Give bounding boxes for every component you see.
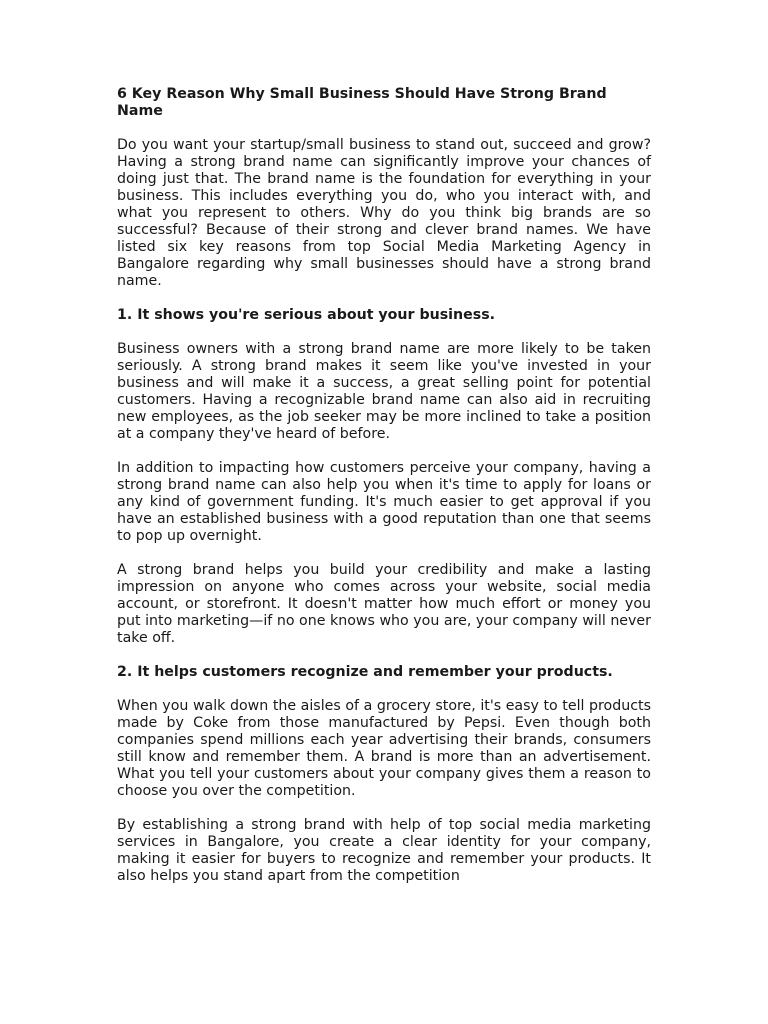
section-1-paragraph-1: Business owners with a strong brand name are more likely to be taken seriously. A strong brand makes it seem like you've invested in your business and will make it a success, a great selling point for potential customers. Having a recognizable brand name can also aid in recruiting new employees, as the job seeker may be more inclined to take a position at a company they've heard of before. xyxy=(117,341,651,442)
section-2-paragraph-1: When you walk down the aisles of a grocery store, it's easy to tell products made by Coke from those manufactured by Pepsi. Even though both companies spend millions each year advertising their brands, consumers still know and remember them. A brand is more than an advertisement. What you tell your customers about your company gives them a reason to choose you over the competition. xyxy=(117,698,651,799)
section-2-paragraph-2: By establishing a strong brand with help of top social media marketing services in Bangalore, you create a clear identity for your company, making it easier for buyers to recognize and remember your products. It also helps you stand apart from the competition xyxy=(117,817,651,884)
section-1-paragraph-3: A strong brand helps you build your credibility and make a lasting impression on anyone who comes across your website, social media account, or storefront. It doesn't matter how much effort or money you put into marketing—if no one knows who you are, your company will never take off. xyxy=(117,562,651,646)
section-1-paragraph-2: In addition to impacting how customers perceive your company, having a strong brand name can also help you when it's time to apply for loans or any kind of government funding. It's much easier to get approval if you have an established business with a good reputation than one that seems to pop up overnight. xyxy=(117,460,651,544)
document-title: 6 Key Reason Why Small Business Should Have Strong Brand Name xyxy=(117,86,607,119)
section-1-heading: 1. It shows you're serious about your business. xyxy=(117,307,496,323)
document-page xyxy=(117,86,651,902)
section-2-heading: 2. It helps customers recognize and remember your products. xyxy=(117,664,613,680)
intro-paragraph: Do you want your startup/small business to stand out, succeed and grow? Having a strong brand name can significantly improve your chances of doing just that. The brand name is the foundation for everything in your business. This includes everything you do, who you interact with, and what you represent to others. Why do you think big brands are so successful? Because of their strong and clever brand names. We have listed six key reasons from top Social Media Marketing Agency in Bangalore regarding why small businesses should have a strong brand name. xyxy=(117,137,651,289)
